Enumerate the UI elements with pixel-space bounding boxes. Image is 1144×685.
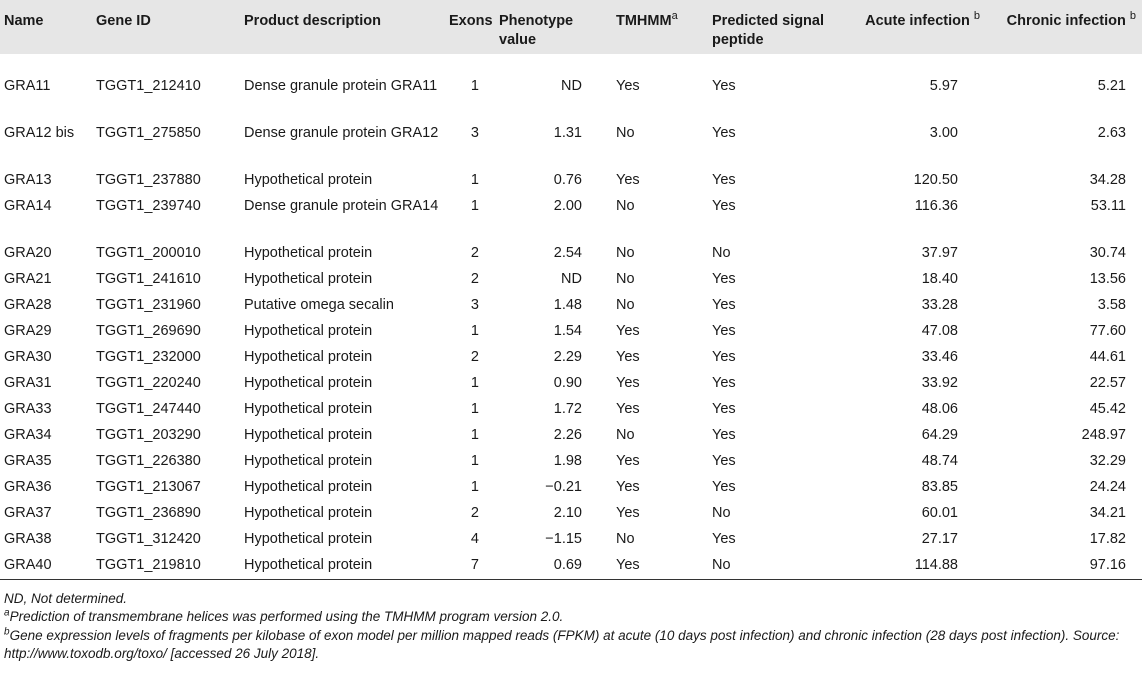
header-tmhmm-label: TMHMM [616,13,672,29]
footnote-a [4,608,1140,627]
cell-phenotype: 2.00 [553,198,582,214]
cell-signal-peptide: Yes [712,479,736,495]
cell-phenotype: ND [561,78,582,94]
cell-tmhmm: Yes [616,375,640,391]
cell-name: GRA12 bis [4,125,75,141]
cell-chronic: 22.57 [1089,375,1126,391]
cell-signal-peptide: Yes [712,198,736,214]
cell-chronic: 2.63 [1097,125,1126,141]
cell-acute: 18.40 [921,271,958,287]
cell-chronic: 77.60 [1089,323,1126,339]
cell-product: Hypothetical protein [244,505,373,521]
cell-exons: 1 [470,453,479,469]
header-tmhmm [612,0,708,54]
cell-name: GRA30 [4,349,52,365]
cell-tmhmm: Yes [612,553,708,579]
cell-acute: 48.06 [921,401,958,417]
cell-chronic: 34.28 [1089,172,1126,188]
cell-gene-id: TGGT1_212410 [96,78,201,94]
cell-gene-id: TGGT1_219810 [92,553,240,579]
footnote-mark-b: b [973,10,980,23]
cell-name: GRA33 [4,401,52,417]
footnote-mark-a: a [671,10,678,23]
cell-product: Hypothetical protein [244,271,373,287]
cell-chronic: 97.16 [1000,553,1142,579]
cell-tmhmm: No [616,531,635,547]
cell-phenotype: 2.54 [553,245,582,261]
header-chronic [1000,0,1142,54]
cell-signal-peptide: Yes [712,453,736,469]
cell-product: Hypothetical protein [244,453,373,469]
cell-tmhmm: No [616,245,635,261]
cell-exons: 2 [470,505,479,521]
footnotes [0,580,1144,664]
cell-name: GRA38 [4,531,52,547]
table-row [0,293,1142,319]
footnote-nd: ND, Not determined. [4,590,128,606]
table-row [0,168,1142,194]
cell-tmhmm: No [616,297,635,313]
cell-phenotype: 2.29 [553,349,582,365]
cell-name: GRA37 [4,505,52,521]
cell-acute: 33.92 [921,375,958,391]
cell-gene-id: TGGT1_247440 [96,401,201,417]
cell-gene-id: TGGT1_269690 [96,323,201,339]
cell-tmhmm: No [616,427,635,443]
cell-chronic: 5.21 [1097,78,1126,94]
cell-product: Hypothetical protein [244,401,373,417]
cell-product: Hypothetical protein [240,553,445,579]
cell-chronic: 248.97 [1081,427,1126,443]
cell-tmhmm: No [616,198,635,214]
cell-chronic: 44.61 [1089,349,1126,365]
cell-product: Dense granule protein GRA12 [244,125,439,141]
cell-signal-peptide: Yes [712,125,736,141]
header-signal-peptide: Predicted signal peptide [712,13,825,48]
table-row [0,345,1142,371]
cell-chronic: 53.11 [1090,198,1126,214]
cell-product: Hypothetical protein [244,172,373,188]
cell-gene-id: TGGT1_275850 [96,125,201,141]
header-name: Name [4,13,44,29]
table-row [0,241,1142,267]
cell-name: GRA40 [0,553,92,579]
cell-acute: 47.08 [921,323,958,339]
cell-tmhmm: Yes [616,78,640,94]
cell-signal-peptide: Yes [712,401,736,417]
cell-exons: 3 [470,125,479,141]
cell-phenotype: 2.10 [553,505,582,521]
cell-chronic: 45.42 [1089,401,1126,417]
cell-exons: 1 [470,323,479,339]
cell-gene-id: TGGT1_226380 [96,453,201,469]
cell-acute: 83.85 [921,479,958,495]
cell-gene-id: TGGT1_312420 [96,531,201,547]
cell-exons: 1 [470,198,479,214]
cell-name: GRA31 [4,375,52,391]
cell-tmhmm: Yes [616,401,640,417]
cell-chronic: 30.74 [1089,245,1126,261]
cell-exons: 3 [470,297,479,313]
table-row [0,121,1142,168]
cell-tmhmm: Yes [616,479,640,495]
cell-chronic: 24.24 [1089,479,1126,495]
cell-phenotype: 1.72 [553,401,582,417]
table-row [0,553,1142,579]
header-product: Product description [244,13,381,29]
cell-phenotype: 2.26 [553,427,582,443]
cell-gene-id: TGGT1_241610 [96,271,201,287]
cell-phenotype: 0.69 [495,553,612,579]
cell-acute: 48.74 [921,453,958,469]
header-acute [860,0,1000,54]
cell-signal-peptide: Yes [712,172,736,188]
cell-acute: 120.50 [913,172,958,188]
cell-acute: 114.88 [860,553,1000,579]
cell-name: GRA13 [4,172,52,188]
table-row [0,423,1142,449]
header-acute-label: Acute infection [865,13,970,29]
cell-acute: 116.36 [914,198,958,214]
cell-phenotype: −0.21 [545,479,582,495]
cell-phenotype: 1.48 [553,297,582,313]
cell-signal-peptide: No [712,245,731,261]
cell-name: GRA11 [4,78,51,94]
table-row [0,371,1142,397]
cell-signal-peptide: Yes [712,375,736,391]
cell-signal-peptide: No [712,505,731,521]
cell-chronic: 32.29 [1089,453,1126,469]
cell-name: GRA29 [4,323,52,339]
cell-gene-id: TGGT1_203290 [96,427,201,443]
cell-signal-peptide: Yes [712,323,736,339]
cell-exons: 2 [470,271,479,287]
cell-acute: 37.97 [921,245,958,261]
header-phenotype: Phenotype value [499,13,574,48]
cell-product: Hypothetical protein [244,323,373,339]
cell-tmhmm: Yes [616,172,640,188]
cell-tmhmm: Yes [616,323,640,339]
table-row [0,74,1142,121]
table-row [0,501,1142,527]
cell-chronic: 3.58 [1097,297,1126,313]
cell-gene-id: TGGT1_237880 [96,172,201,188]
cell-exons: 1 [470,401,479,417]
cell-product: Hypothetical protein [244,427,373,443]
cell-signal-peptide: Yes [712,349,736,365]
cell-name: GRA35 [4,453,52,469]
table-row [0,397,1142,423]
cell-signal-peptide: No [708,553,860,579]
cell-name: GRA36 [4,479,52,495]
header-exons: Exons [449,13,493,29]
cell-phenotype: 1.54 [553,323,582,339]
cell-name: GRA28 [4,297,52,313]
cell-gene-id: TGGT1_220240 [96,375,201,391]
cell-exons: 1 [470,172,479,188]
cell-chronic: 13.56 [1089,271,1126,287]
cell-signal-peptide: Yes [712,271,736,287]
cell-gene-id: TGGT1_213067 [96,479,201,495]
table-row [0,527,1142,553]
cell-exons: 7 [445,553,495,579]
cell-phenotype: ND [561,271,582,287]
table-body [0,54,1142,579]
header-chronic-label: Chronic infection [1006,13,1126,29]
cell-gene-id: TGGT1_231960 [96,297,201,313]
cell-acute: 64.29 [921,427,958,443]
footnote-a-mark: a [4,607,10,619]
table-row [0,475,1142,501]
cell-acute: 33.46 [921,349,958,365]
cell-name: GRA14 [4,198,52,214]
cell-acute: 5.97 [929,78,958,94]
header-row [0,0,1142,54]
cell-exons: 1 [470,375,479,391]
cell-product: Dense granule protein GRA14 [244,198,439,214]
cell-exons: 1 [470,78,479,94]
footnote-b [4,627,1140,664]
cell-phenotype: 1.98 [553,453,582,469]
cell-product: Dense granule protein GRA11 [244,78,438,94]
footnote-b-mark: b [4,626,10,637]
cell-acute: 27.17 [921,531,958,547]
header-gene-id: Gene ID [96,13,151,29]
cell-signal-peptide: Yes [712,78,736,94]
cell-product: Putative omega secalin [244,297,394,313]
cell-tmhmm: Yes [616,505,640,521]
cell-tmhmm: No [616,125,635,141]
cell-acute: 60.01 [921,505,958,521]
footnote-a-text: Prediction of transmembrane helices was performed using the TMHMM program version 2.0. [9,609,564,624]
cell-signal-peptide: Yes [712,427,736,443]
cell-name: GRA20 [4,245,52,261]
cell-acute: 3.00 [929,125,958,141]
table-row [0,267,1142,293]
cell-product: Hypothetical protein [244,531,373,547]
cell-signal-peptide: Yes [712,297,736,313]
cell-tmhmm: Yes [616,453,640,469]
cell-name: GRA21 [4,271,52,287]
cell-product: Hypothetical protein [244,375,373,391]
cell-tmhmm: Yes [616,349,640,365]
cell-acute: 33.28 [921,297,958,313]
cell-gene-id: TGGT1_200010 [96,245,201,261]
footnote-b-text: Gene expression levels of fragments per kilobase of exon model per million mapped reads (FPKM) at acute (10 days post infection) and chronic infection (28 days post infection). Source: http://www.toxodb.org/toxo/ [accessed 26 July 2018]. [4,627,1120,661]
cell-name: GRA34 [4,427,52,443]
cell-exons: 1 [470,427,479,443]
cell-product: Hypothetical protein [244,349,373,365]
cell-phenotype: 1.31 [553,125,582,141]
cell-exons: 2 [470,245,479,261]
table-row [0,449,1142,475]
cell-exons: 4 [470,531,479,547]
cell-gene-id: TGGT1_232000 [96,349,201,365]
cell-product: Hypothetical protein [244,245,373,261]
cell-tmhmm: No [616,271,635,287]
footnote-mark-b: b [1129,10,1136,23]
cell-phenotype: 0.90 [553,375,582,391]
cell-phenotype: −1.15 [545,531,582,547]
cell-gene-id: TGGT1_236890 [96,505,201,521]
cell-chronic: 17.82 [1089,531,1126,547]
cell-exons: 2 [470,349,479,365]
table-row [0,319,1142,345]
cell-phenotype: 0.76 [553,172,582,188]
cell-exons: 1 [470,479,479,495]
cell-product: Hypothetical protein [244,479,373,495]
cell-chronic: 34.21 [1089,505,1126,521]
cell-gene-id: TGGT1_239740 [96,198,201,214]
table-row [0,194,1142,241]
cell-signal-peptide: Yes [712,531,736,547]
